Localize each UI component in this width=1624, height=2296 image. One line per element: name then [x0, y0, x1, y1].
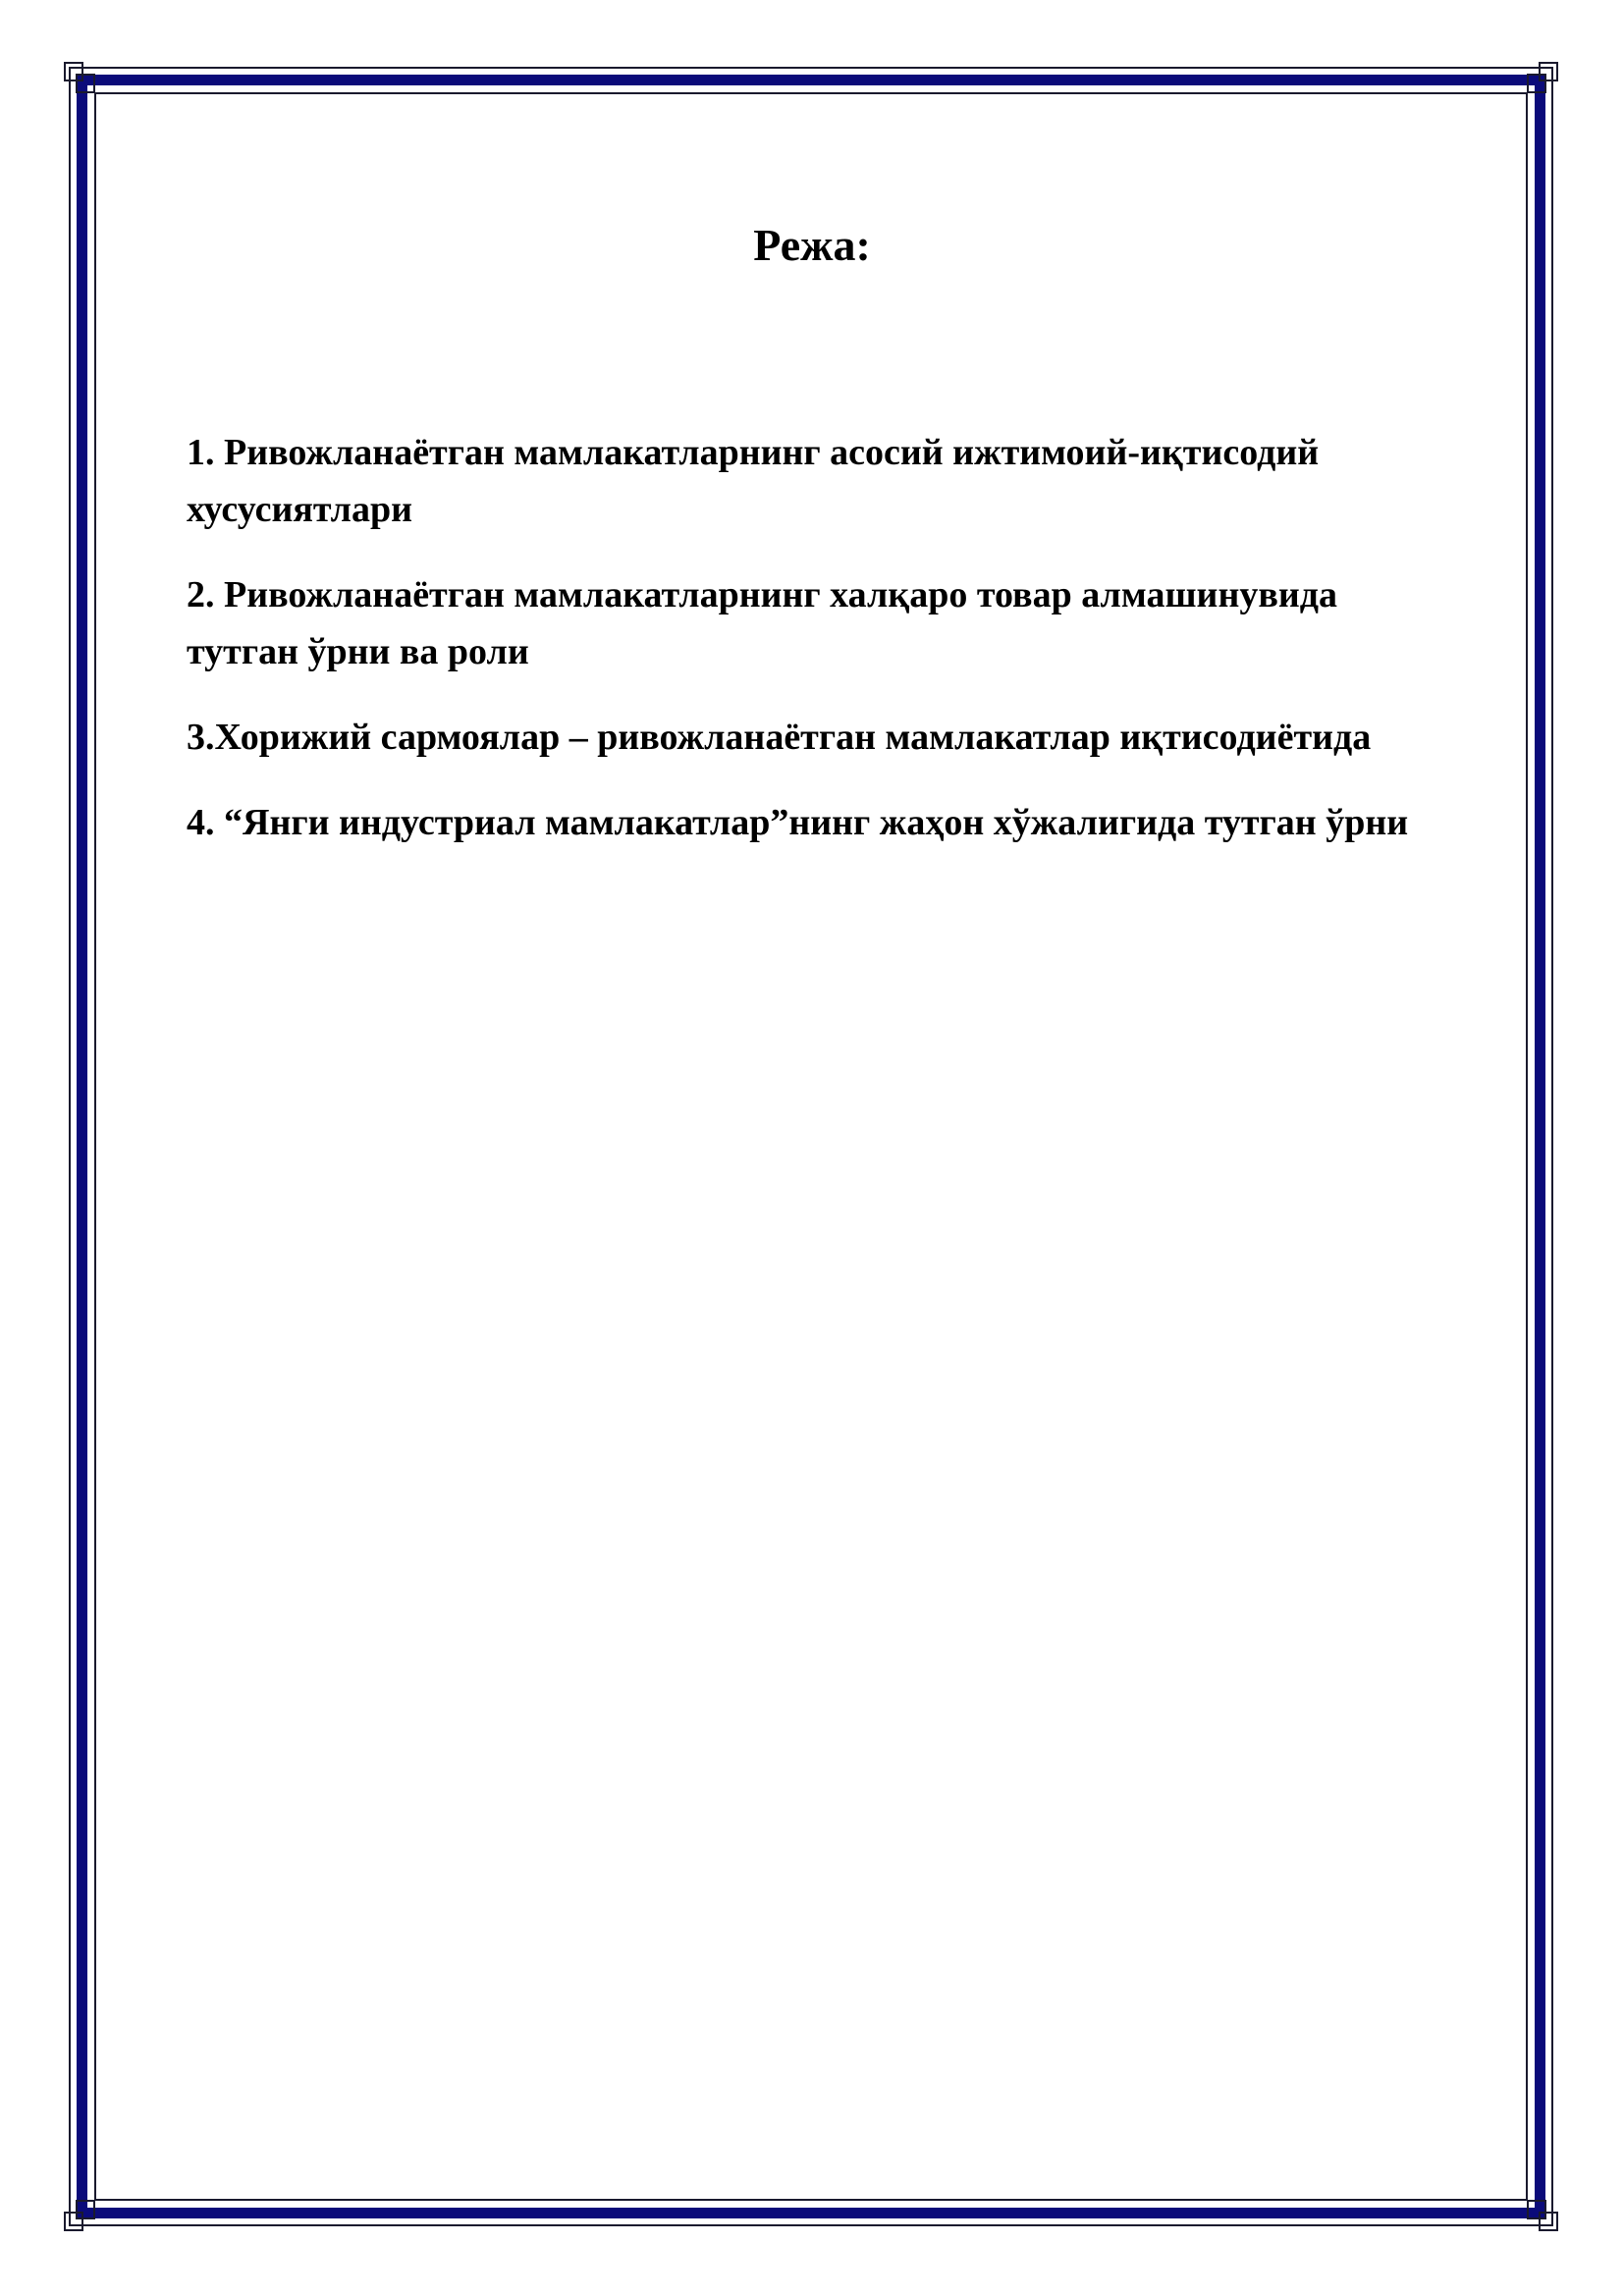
border-corner-ornament-icon [63, 2199, 96, 2232]
page-border-inner-line [94, 92, 1528, 2201]
plan-item-4: 4. “Янги индустриал мамлакатлар”нинг жаҳон хўжалигида тутган ўрни [187, 802, 1409, 843]
plan-item-2: 2. Ривожланаётган мамлакатларнинг халқаро товар алмашинувида тутган ўрни ва роли [187, 574, 1337, 672]
border-corner-ornament-icon [1526, 2199, 1559, 2232]
border-corner-ornament-icon [1526, 61, 1559, 94]
page-title: Режа: [753, 220, 871, 270]
plan-item-3: 3.Хорижий сармоялар – ривожланаётган мамлакатлар иқтисодиётида [187, 717, 1372, 758]
plan-list [187, 424, 1443, 880]
border-corner-ornament-icon [63, 61, 96, 94]
plan-item-1: 1. Ривожланаётган мамлакатларнинг асосий ижтимоий-иқтисодий хусусиятлари [187, 432, 1320, 530]
